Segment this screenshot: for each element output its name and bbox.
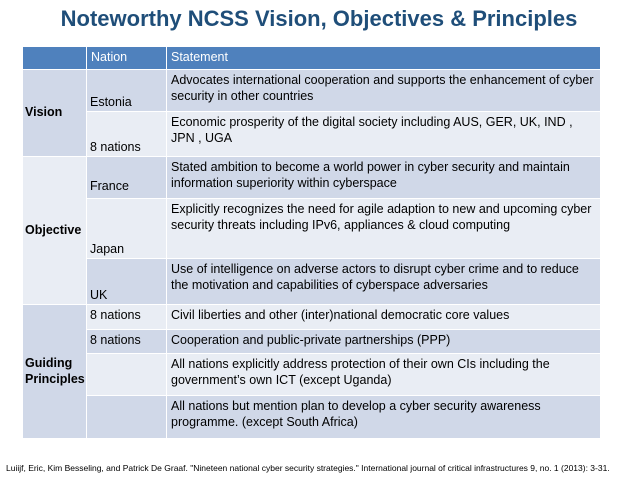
statement-cell: Economic prosperity of the digital society including AUS, GER, UK, IND , JPN , UGA bbox=[167, 112, 601, 157]
group-objective: Objective bbox=[23, 157, 87, 305]
group-vision: Vision bbox=[23, 70, 87, 157]
nation-cell: Japan bbox=[87, 199, 167, 259]
nation-cell: 8 nations bbox=[87, 330, 167, 354]
statement-cell: Civil liberties and other (inter)national democratic core values bbox=[167, 305, 601, 330]
statement-cell: Stated ambition to become a world power in cyber security and maintain information superiority within cyberspace bbox=[167, 157, 601, 199]
table-row bbox=[23, 396, 601, 439]
nation-cell bbox=[87, 354, 167, 396]
citation-footer: Luiijf, Eric, Kim Besseling, and Patrick De Graaf. "Nineteen national cyber security strategies." International journal of critical infrastructures 9, no. 1 (2013): 3-31. bbox=[6, 463, 610, 473]
statement-cell: All nations but mention plan to develop a cyber security awareness programme. (except South Africa) bbox=[167, 396, 601, 439]
table-row bbox=[23, 354, 601, 396]
statement-cell: All nations explicitly address protection of their own CIs including the government’s own ICT (except Uganda) bbox=[167, 354, 601, 396]
page-title: Noteworthy NCSS Vision, Objectives & Principles bbox=[60, 6, 578, 31]
statement-cell: Explicitly recognizes the need for agile adaption to new and upcoming cyber security threats including IPv6, appliances & cloud computing bbox=[167, 199, 601, 259]
table-row bbox=[23, 305, 601, 330]
header-nation: Nation bbox=[87, 47, 167, 70]
table-row bbox=[23, 259, 601, 305]
table-row bbox=[23, 112, 601, 157]
statement-cell: Advocates international cooperation and supports the enhancement of cyber security in other countries bbox=[167, 70, 601, 112]
header-statement: Statement bbox=[167, 47, 601, 70]
header-empty bbox=[23, 47, 87, 70]
nation-cell bbox=[87, 396, 167, 439]
group-guiding-principles: Guiding Principles bbox=[23, 305, 87, 439]
nation-cell: Estonia bbox=[87, 70, 167, 112]
table-header-row bbox=[23, 47, 601, 70]
nation-cell: 8 nations bbox=[87, 112, 167, 157]
table-row bbox=[23, 70, 601, 112]
nation-cell: France bbox=[87, 157, 167, 199]
nation-cell: UK bbox=[87, 259, 167, 305]
table-row bbox=[23, 330, 601, 354]
table-row bbox=[23, 199, 601, 259]
nation-cell: 8 nations bbox=[87, 305, 167, 330]
statement-cell: Use of intelligence on adverse actors to disrupt cyber crime and to reduce the motivation and capabilities of cyberspace adversaries bbox=[167, 259, 601, 305]
statement-cell: Cooperation and public-private partnerships (PPP) bbox=[167, 330, 601, 354]
ncss-table bbox=[22, 46, 601, 439]
table-row bbox=[23, 157, 601, 199]
